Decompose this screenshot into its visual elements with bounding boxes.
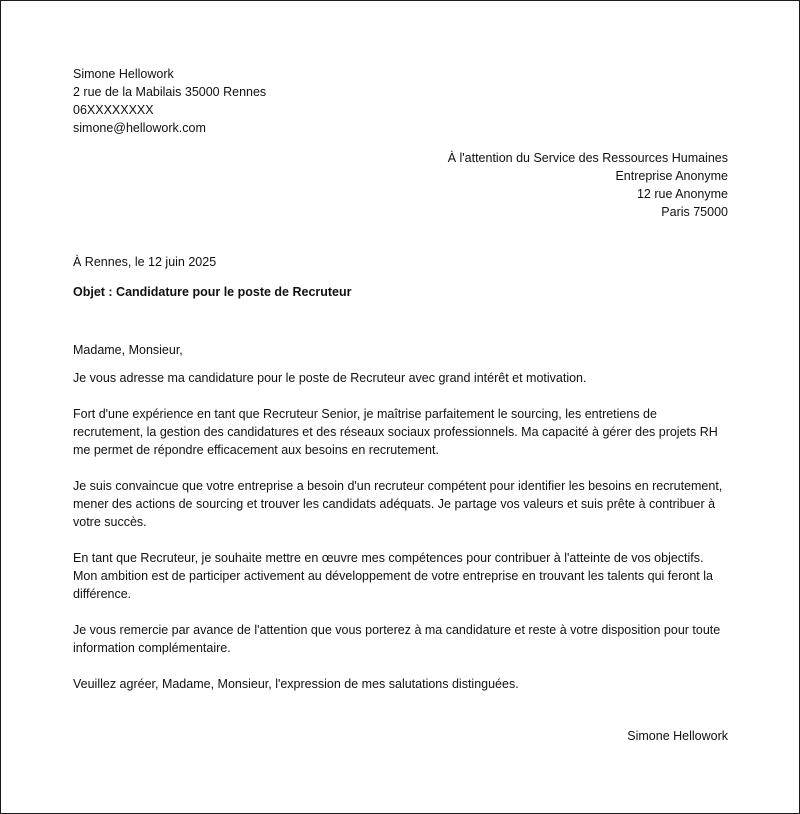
subject-line: Objet : Candidature pour le poste de Recruteur — [73, 285, 352, 299]
sender-address: 2 rue de la Mabilais 35000 Rennes — [73, 85, 267, 99]
body-paragraph: Fort d'une expérience en tant que Recruteur Senior, je maîtrise parfaitement le sourcing, les entretiens de recrutement, la gestion des candidatures et des réseaux sociaux professionnels. Ma capacité à gérer des projets RH me permet de répondre efficacement aux besoins en recrutement. — [73, 407, 718, 457]
sender-name: Simone Hellowork — [73, 67, 174, 81]
letter-content — [73, 65, 728, 745]
body-paragraph: Je suis convaincue que votre entreprise a besoin d'un recruteur compétent pour identifier les besoins en recrutement, mener des actions de sourcing et trouver les candidats adéquats. Je partage vos valeurs et suis prête à contribuer à votre succès. — [73, 479, 723, 529]
recipient-street: 12 rue Anonyme — [636, 187, 728, 201]
closing-formula: Veuillez agréer, Madame, Monsieur, l'expression de mes salutations distinguées. — [73, 677, 519, 691]
signature: Simone Hellowork — [627, 729, 728, 743]
letter-body — [73, 369, 728, 657]
body-paragraph: Je vous remercie par avance de l'attention que vous porterez à ma candidature et reste à votre disposition pour toute information complémentaire. — [73, 623, 721, 655]
body-paragraph: Je vous adresse ma candidature pour le poste de Recruteur avec grand intérêt et motivation. — [73, 371, 587, 385]
salutation: Madame, Monsieur, — [73, 343, 183, 357]
date-line: À Rennes, le 12 juin 2025 — [73, 255, 217, 269]
recipient-company: Entreprise Anonyme — [615, 169, 728, 183]
sender-email: simone@hellowork.com — [73, 121, 206, 135]
body-paragraph: En tant que Recruteur, je souhaite mettre en œuvre mes compétences pour contribuer à l'atteinte de vos objectifs. Mon ambition est de participer activement au développement de votre entreprise en trouvant les talents qui feront la différence. — [73, 551, 713, 601]
recipient-attention: À l'attention du Service des Ressources Humaines — [447, 151, 728, 165]
sender-phone: 06XXXXXXXX — [73, 103, 154, 117]
recipient-block — [73, 149, 728, 221]
recipient-city: Paris 75000 — [661, 205, 728, 219]
sender-block — [73, 65, 728, 137]
